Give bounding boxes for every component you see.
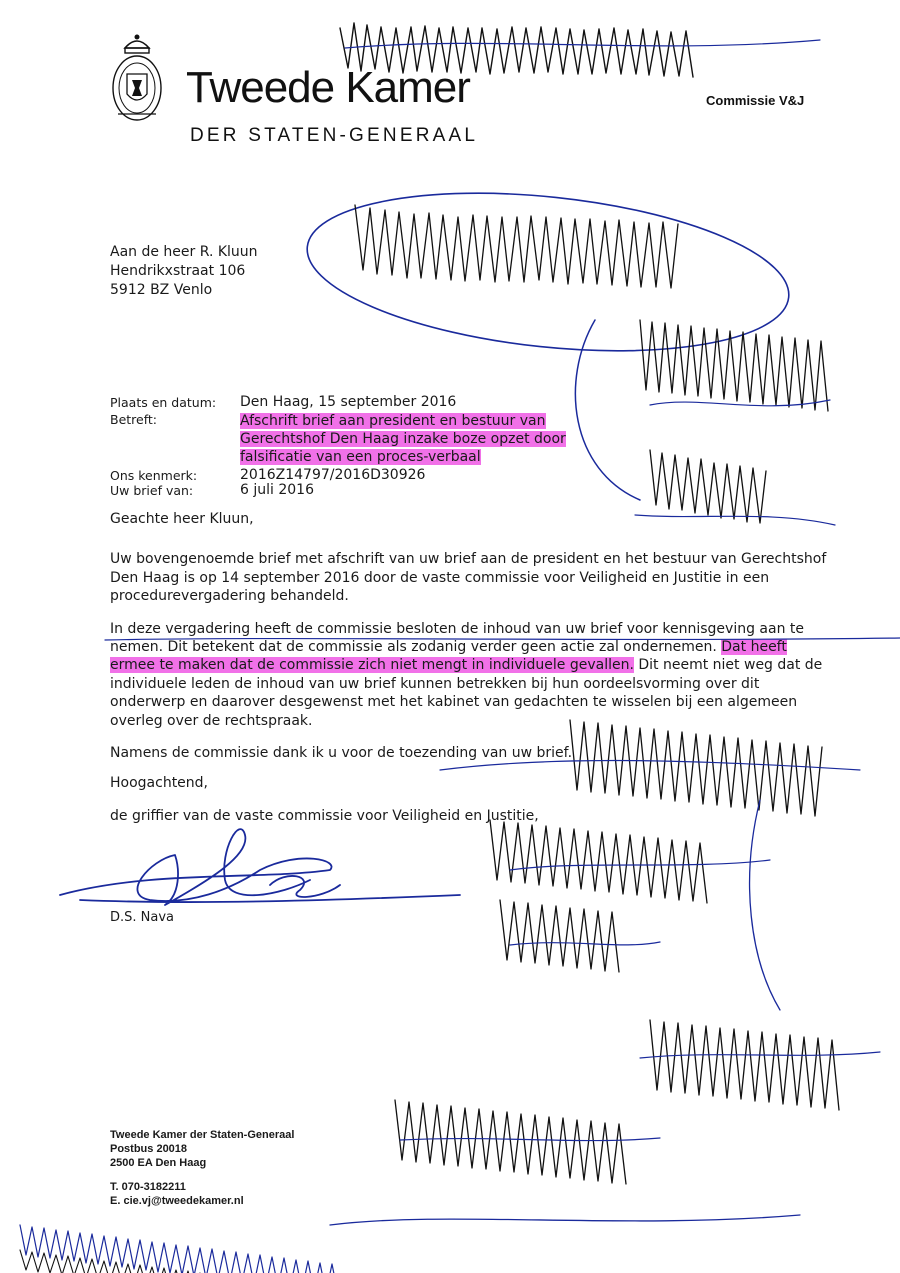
org-subtitle: DER STATEN-GENERAAL <box>190 125 479 146</box>
signatory-name: D.S. Nava <box>110 910 175 925</box>
recipient-name: Aan de heer R. Kluun <box>110 244 258 260</box>
footer-email: E. cie.vj@tweedekamer.nl <box>110 1195 244 1207</box>
paragraph-2-start: In deze vergadering heeft de commissie besloten de inhoud van uw brief voor kennisgeving aan te nemen. Dit betekent dat de commissie als zodanig verder geen actie zal ondernemen. <box>110 620 804 656</box>
letter-body <box>110 510 830 839</box>
letter-metadata <box>110 395 630 498</box>
reference-label: Ons kenmerk: <box>110 468 198 483</box>
meta-row-subject <box>110 412 630 466</box>
scribble-oval-fill <box>355 205 678 288</box>
paragraph-1: Uw bovengenoemde brief met afschrift van uw brief aan de president en het bestuur van Gerechtshof Den Haag is op 14 september 2016 door de vaste commissie voor Veiligheid en Justitie in een procedurevergadering behandeld. <box>110 551 827 605</box>
footer-postbox: Postbus 20018 <box>110 1143 188 1155</box>
place-date-label: Plaats en datum: <box>110 395 217 410</box>
subject-label: Betreft: <box>110 412 158 427</box>
meta-row-reference <box>110 468 630 483</box>
parliament-crest-logo <box>108 30 166 126</box>
place-date-value: Den Haag, 15 september 2016 <box>240 394 457 410</box>
handwritten-signature <box>60 829 460 905</box>
your-letter-value: 6 juli 2016 <box>240 482 314 498</box>
org-name: Tweede Kamer <box>186 63 470 112</box>
paragraph-2-highlight: Dat heeft ermee te maken dat de commissie zich niet mengt in individuele gevallen. <box>110 639 787 674</box>
closing: Hoogachtend, <box>110 775 209 792</box>
paragraph-2-end: Dit neemt niet weg dat de individuele leden de inhoud van uw brief kunnen betrekken bij hun oordeelsvorming over dit onderwerp en daarover desgewenst met het kabinet van gedachten te wisselen bij een algemeen overleg over de rechtspraak. <box>110 657 823 729</box>
committee-label: Commissie V&J <box>706 93 805 108</box>
paragraph-2 <box>110 620 830 730</box>
footer-org: Tweede Kamer der Staten-Generaal <box>110 1129 295 1141</box>
salutation: Geachte heer Kluun, <box>110 511 254 527</box>
scribble-lower-right-4 <box>650 1020 839 1110</box>
reference-value: 2016Z14797/2016D30926 <box>240 467 426 483</box>
scribble-bottom-black <box>20 1250 302 1273</box>
meta-row-your-letter <box>110 483 630 498</box>
paragraph-3: Namens de commissie dank ik u voor de toezending van uw brief. <box>110 745 573 762</box>
scribble-bottom-blue <box>20 1225 338 1273</box>
your-letter-label: Uw brief van: <box>110 483 194 498</box>
scribble-oval <box>299 172 796 372</box>
recipient-address <box>110 243 258 300</box>
scribble-right-1 <box>640 320 828 411</box>
footer-address <box>110 1128 294 1170</box>
subject-value: Afschrift brief aan president en bestuur van Gerechtshof Den Haag inzake boze opzet door falsificatie van een proces-verbaal <box>240 413 566 465</box>
scribble-lower-right-3 <box>500 900 619 972</box>
recipient-street: Hendrikxstraat 106 <box>110 263 246 279</box>
footer-phone: T. 070-3182211 <box>110 1181 186 1193</box>
recipient-city: 5912 BZ Venlo <box>110 282 213 298</box>
meta-row-date <box>110 395 630 410</box>
scribble-lower-middle <box>395 1100 626 1184</box>
footer-contact <box>110 1180 244 1208</box>
signatory-role: de griffier van de vaste commissie voor Veiligheid en Justitie, <box>110 807 539 824</box>
footer-city: 2500 EA Den Haag <box>110 1157 207 1169</box>
